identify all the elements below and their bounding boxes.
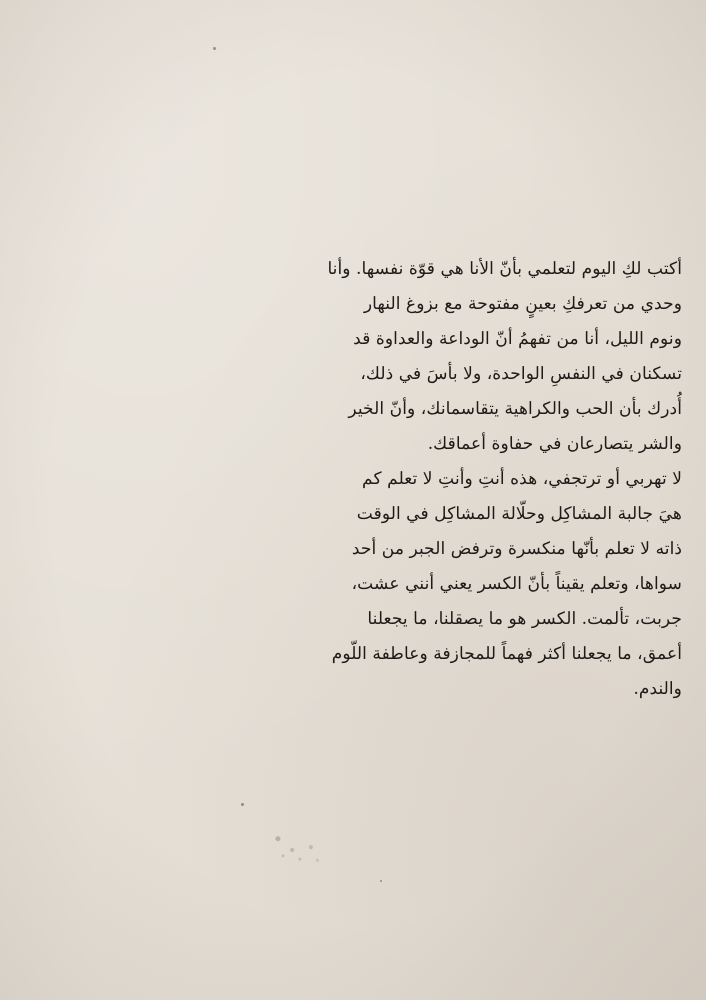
text-line: هيَ جالبة المشاكِل وحلّالة المشاكِل في الوقت (356, 504, 682, 524)
paper-scuff-mark (257, 819, 335, 880)
text-line: جربت، تألمت. الكسر هو ما يصقلنا، ما يجعلنا (367, 609, 682, 629)
paragraph-1 (300, 252, 682, 462)
text-line: تسكنان في النفسِ الواحدة، ولا بأسَ في ذلك، (360, 364, 682, 384)
paragraph-2 (300, 462, 682, 707)
text-line: ذاته لا تعلم بأنّها منكسرة وترفض الجبر من أحد (351, 539, 682, 559)
text-line: أعمق، ما يجعلنا أكثر فهماً للمجازفة وعاطفة اللّوم (331, 644, 682, 664)
paper-speck (213, 47, 216, 50)
text-line: أكتب لكِ اليوم لتعلمي بأنّ الأنا هي قوّة نفسها. وأنا (327, 259, 682, 279)
text-line: والندم. (633, 679, 682, 699)
text-line: لا تهربي أو ترتجفي، هذه أنتِ وأنتِ لا تعلم كم (362, 469, 682, 489)
paper-speck (380, 880, 382, 882)
text-line: سواها، وتعلم يقيناً بأنّ الكسر يعني أنني عشت، (351, 574, 682, 594)
text-line: وحدي من تعرفكِ بعينٍ مفتوحة مع بزوغ النهار (363, 294, 682, 314)
text-line: والشر يتصارعان في حفاوة أعماقك. (427, 434, 682, 454)
paper-speck (241, 803, 244, 806)
text-line: أُدرك بأن الحب والكراهية يتقاسمانك، وأنّ الخير (348, 399, 682, 419)
letter-text (300, 252, 682, 707)
text-line: ونوم الليل، أنا من تفهمُ أنّ الوداعة والعداوة قد (353, 329, 682, 349)
